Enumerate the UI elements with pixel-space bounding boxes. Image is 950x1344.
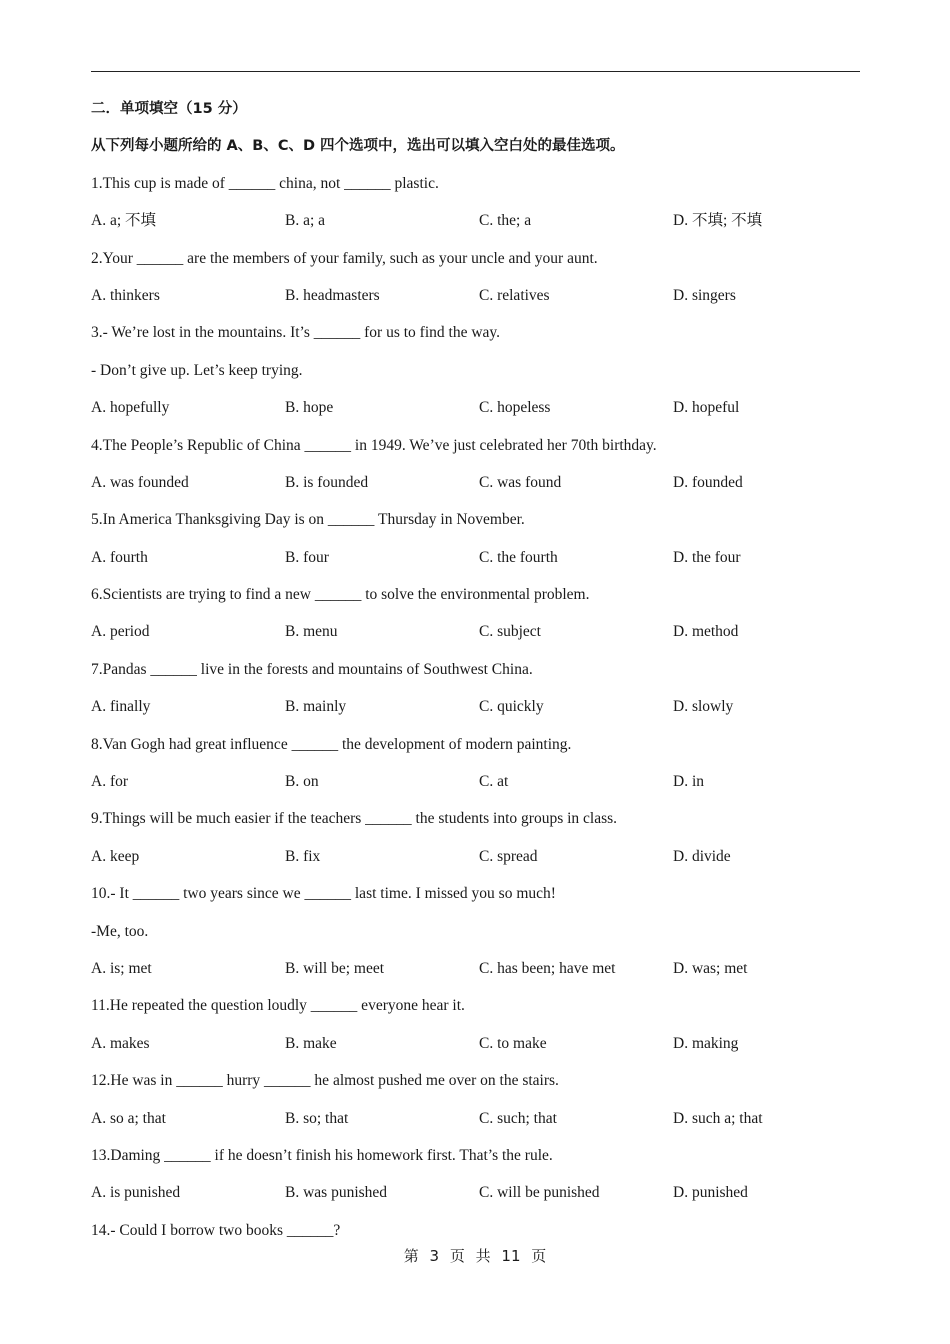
question-stem-continued: -Me, too. xyxy=(91,922,149,940)
option-c[interactable]: C. to make xyxy=(479,1034,547,1052)
option-d[interactable]: D. punished xyxy=(673,1184,748,1202)
option-b[interactable]: B. will be; meet xyxy=(285,959,385,977)
option-row xyxy=(91,1031,860,1068)
option-a[interactable]: A. for xyxy=(91,773,129,791)
question-stem: 6.Scientists are trying to find a new ______ to solve the environmental problem. xyxy=(91,586,590,604)
footer-ye-2: 页 xyxy=(531,1247,547,1265)
option-c[interactable]: C. will be punished xyxy=(479,1184,600,1202)
header-rule xyxy=(91,71,860,72)
option-a[interactable]: A. a; 不填 xyxy=(91,212,157,230)
question-stem: 1.This cup is made of ______ china, not ______ plastic. xyxy=(91,174,439,192)
option-d[interactable]: D. slowly xyxy=(673,698,734,716)
option-c[interactable]: C. was found xyxy=(479,473,562,491)
page-footer xyxy=(0,1245,950,1266)
option-d[interactable]: D. divide xyxy=(673,847,731,865)
question-item xyxy=(91,507,860,582)
question-stem: 4.The People’s Republic of China ______ in 1949. We’ve just celebrated her 70th birthday. xyxy=(91,436,657,454)
option-b[interactable]: B. a; a xyxy=(285,212,326,230)
option-b[interactable]: B. four xyxy=(285,548,329,566)
option-c[interactable]: C. the; a xyxy=(479,212,532,230)
option-d[interactable]: D. making xyxy=(673,1034,739,1052)
question-item xyxy=(91,993,860,1068)
option-b[interactable]: B. fix xyxy=(285,847,321,865)
option-b[interactable]: B. is founded xyxy=(285,473,369,491)
option-row xyxy=(91,694,860,731)
option-a[interactable]: A. was founded xyxy=(91,473,189,491)
option-c[interactable]: C. has been; have met xyxy=(479,959,616,977)
option-c[interactable]: C. quickly xyxy=(479,698,544,716)
option-b[interactable]: B. hope xyxy=(285,399,334,417)
question-item xyxy=(91,732,860,807)
option-row xyxy=(91,1106,860,1143)
option-a[interactable]: A. hopefully xyxy=(91,399,170,417)
option-c[interactable]: C. spread xyxy=(479,847,538,865)
question-stem: 2.Your ______ are the members of your family, such as your uncle and your aunt. xyxy=(91,249,598,267)
option-c[interactable]: C. at xyxy=(479,773,509,791)
question-section xyxy=(91,96,860,1255)
question-item xyxy=(91,1143,860,1218)
option-d[interactable]: D. in xyxy=(673,773,704,791)
question-stem: 3.- We’re lost in the mountains. It’s ______ for us to find the way. xyxy=(91,324,501,342)
option-d[interactable]: D. such a; that xyxy=(673,1109,763,1127)
option-a[interactable]: A. is; met xyxy=(91,959,152,977)
option-b[interactable]: B. so; that xyxy=(285,1109,349,1127)
footer-total-pages: 11 xyxy=(501,1247,521,1265)
option-b[interactable]: B. was punished xyxy=(285,1184,388,1202)
question-list xyxy=(91,171,860,1255)
question-item xyxy=(91,246,860,321)
question-item xyxy=(91,582,860,657)
question-stem: 14.- Could I borrow two books ______? xyxy=(91,1221,341,1239)
option-b[interactable]: B. menu xyxy=(285,623,338,641)
option-d[interactable]: D. 不填; 不填 xyxy=(673,212,763,230)
option-row xyxy=(91,395,860,432)
option-b[interactable]: B. mainly xyxy=(285,698,347,716)
question-stem: 7.Pandas ______ live in the forests and mountains of Southwest China. xyxy=(91,660,533,678)
option-a[interactable]: A. is punished xyxy=(91,1184,181,1202)
footer-di: 第 xyxy=(403,1247,419,1265)
option-row xyxy=(91,844,860,881)
question-item xyxy=(91,657,860,732)
section-instruction: 从下列每小题所给的 A、B、C、D 四个选项中，选出可以填入空白处的最佳选项。 xyxy=(91,138,625,155)
option-row xyxy=(91,283,860,320)
question-item xyxy=(91,881,860,993)
option-a[interactable]: A. so a; that xyxy=(91,1109,166,1127)
option-c[interactable]: C. hopeless xyxy=(479,399,551,417)
option-c[interactable]: C. such; that xyxy=(479,1109,557,1127)
option-a[interactable]: A. period xyxy=(91,623,150,641)
option-row xyxy=(91,619,860,656)
question-item xyxy=(91,433,860,508)
footer-ye: 页 xyxy=(449,1247,465,1265)
question-stem: 12.He was in ______ hurry ______ he almost pushed me over on the stairs. xyxy=(91,1072,559,1090)
question-stem: 9.Things will be much easier if the teachers ______ the students into groups in class. xyxy=(91,810,618,828)
question-stem: 13.Daming ______ if he doesn’t finish his homework first. That’s the rule. xyxy=(91,1146,553,1164)
option-row xyxy=(91,956,860,993)
question-stem: 11.He repeated the question loudly ______ everyone hear it. xyxy=(91,997,465,1015)
option-a[interactable]: A. finally xyxy=(91,698,151,716)
footer-gong: 共 xyxy=(475,1247,491,1265)
section-title: 二．单项填空（15 分） xyxy=(91,101,247,117)
option-a[interactable]: A. keep xyxy=(91,847,140,865)
option-row xyxy=(91,1180,860,1217)
option-row xyxy=(91,470,860,507)
option-d[interactable]: D. founded xyxy=(673,473,743,491)
footer-page-number: 3 xyxy=(429,1247,440,1265)
option-b[interactable]: B. headmasters xyxy=(285,286,380,304)
option-d[interactable]: D. the four xyxy=(673,548,741,566)
option-row xyxy=(91,769,860,806)
option-d[interactable]: D. singers xyxy=(673,286,736,304)
option-c[interactable]: C. the fourth xyxy=(479,548,558,566)
option-a[interactable]: A. thinkers xyxy=(91,286,160,304)
option-c[interactable]: C. subject xyxy=(479,623,541,641)
option-c[interactable]: C. relatives xyxy=(479,286,550,304)
option-row xyxy=(91,208,860,245)
question-item xyxy=(91,171,860,246)
question-stem-continued: - Don’t give up. Let’s keep trying. xyxy=(91,361,303,379)
question-item xyxy=(91,806,860,881)
option-d[interactable]: D. hopeful xyxy=(673,399,740,417)
option-row xyxy=(91,545,860,582)
question-stem: 8.Van Gogh had great influence ______ the development of modern painting. xyxy=(91,735,572,753)
question-item xyxy=(91,1068,860,1143)
option-d[interactable]: D. method xyxy=(673,623,739,641)
question-item xyxy=(91,320,860,432)
option-d[interactable]: D. was; met xyxy=(673,959,748,977)
option-a[interactable]: A. fourth xyxy=(91,548,148,566)
option-a[interactable]: A. makes xyxy=(91,1034,150,1052)
option-b[interactable]: B. on xyxy=(285,773,319,791)
option-b[interactable]: B. make xyxy=(285,1034,337,1052)
question-stem: 10.- It ______ two years since we ______ last time. I missed you so much! xyxy=(91,885,556,903)
question-stem: 5.In America Thanksgiving Day is on ______ Thursday in November. xyxy=(91,511,525,529)
